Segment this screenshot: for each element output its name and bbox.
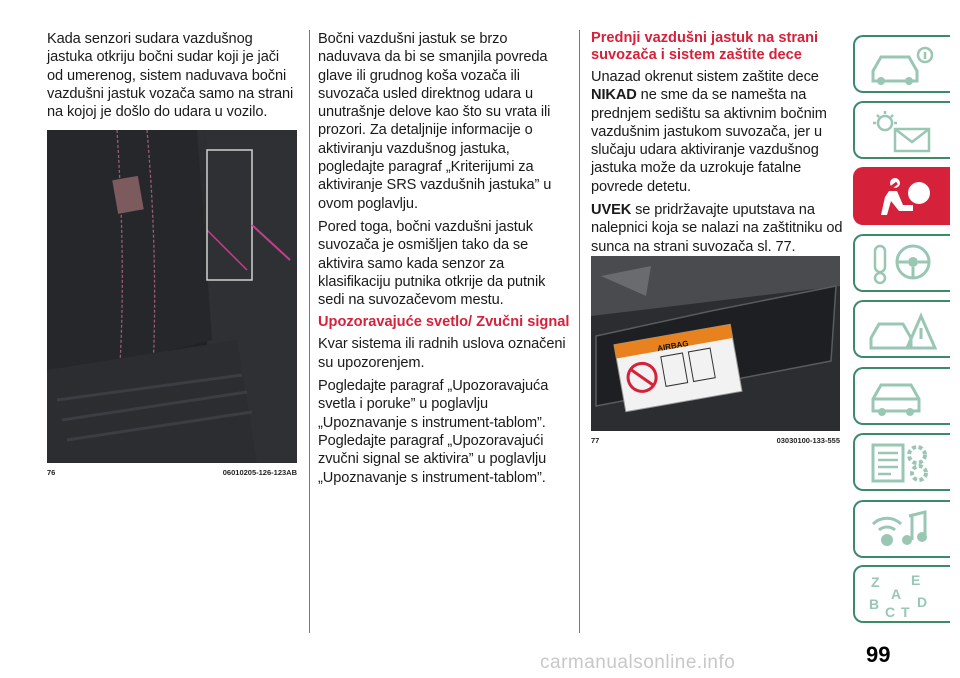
sidebar-tab-starting[interactable] [853, 234, 950, 292]
key-steering-icon [867, 242, 937, 286]
seat-figure [47, 130, 297, 463]
column-divider [579, 30, 580, 633]
figure-caption [47, 468, 297, 478]
column-2 [318, 30, 573, 492]
paragraph: Kvar sistema ili radnih uslova označeni su upozorenjem. [318, 336, 566, 371]
sidebar-tab-car-info[interactable] [853, 35, 950, 93]
dashboard-lights-icon [867, 109, 937, 153]
paragraph-text: se pridržavajte uputstava na nalepnici koja se nalazi na zaštitniku od sunca na strani suvozača sl. 77. [591, 202, 843, 255]
figure-number: 77 [591, 436, 600, 445]
sidebar-tab-multimedia[interactable] [853, 500, 950, 558]
svg-text:B: B [869, 596, 880, 612]
keyword-always: UVEK [591, 202, 632, 219]
svg-text:C: C [885, 604, 896, 617]
sidebar-tab-dashboard[interactable] [853, 101, 950, 159]
sunvisor-figure [591, 256, 840, 431]
sidebar-tab-index[interactable] [853, 565, 950, 623]
paragraph: Bočni vazdušni jastuk se brzo naduvava da bi se smanjila povreda glave ili grudnog koša vozača ili suvozača usled direktnog udara u unutrašnje delove kao što su vrata ili prozori. Za detaljnije informacije o aktiviranju vazdušnog jastuka, pogledajte paragraf „Kriterijumi za aktiviranje SRS vazdušnih jastuka” u ovom poglavlju. [318, 31, 552, 212]
sidebar-tab-emergency[interactable] [853, 300, 950, 358]
watermark: carmanualsonline.info [540, 652, 736, 673]
section-heading: Prednji vazdušni jastuk na strani suvozača i sistem zaštite dece [591, 30, 819, 63]
paragraph: Kada senzori sudara vazdušnog jastuka otkriju bočni sudar koji je jači od umerenog, sistem naduvava bočni vazdušni jastuk vozača samo na strani na kojoj je došlo do udara u vozilo. [47, 31, 294, 121]
sidebar-tab-specifications[interactable] [853, 433, 950, 491]
svg-text:Z: Z [871, 574, 880, 590]
figure-code: 06010205-126-123AB [222, 468, 297, 477]
car-maintenance-icon [867, 375, 937, 419]
section-heading: Upozoravajuće svetlo/ Zvučni signal [318, 314, 570, 331]
paragraph: Pogledajte paragraf „Upozoravajuća svetla i poruke” u poglavlju „Upoznavanje s instrument-tablom”. Pogledajte paragraf „Upozoravajući zvučni signal se aktivira” u poglavlju „Upoznavanje s instrument-tablom”. [318, 378, 549, 486]
airbag-label-text: AIRBAG [656, 338, 690, 354]
specifications-icon [867, 441, 937, 485]
svg-text:E: E [911, 573, 921, 588]
figure-code: 03030100-133-555 [776, 436, 840, 445]
paragraph [591, 86, 843, 196]
paragraph: Pored toga, bočni vazdušni jastuk suvozača je osmišljen tako da se aktivira samo kada senzor za klasifikaciju putnika otkrije da putnik sedi na suvozačevom mestu. [318, 218, 546, 309]
figure-number: 76 [47, 468, 56, 477]
car-info-icon [867, 43, 937, 87]
paragraph-text: ne sme da se namešta na prednjem sedištu sa aktivnim bočnim vazdušnim jastukom suvozača, jer u slučaju udara aktiviranje vazdušnog jastuka može da uzrokuje fatalne povrede detetu. [591, 87, 827, 195]
airbag-safety-icon [867, 175, 937, 219]
page-number: 99 [866, 642, 891, 667]
svg-text:D: D [917, 594, 928, 610]
keyword-never: NIKAD [591, 87, 637, 104]
sidebar-tab-maintenance[interactable] [853, 367, 950, 425]
column-3 [591, 30, 843, 261]
index-icon [867, 573, 937, 617]
svg-text:T: T [901, 604, 910, 617]
column-1 [47, 30, 297, 126]
multimedia-icon [867, 508, 937, 552]
sidebar-tab-safety[interactable] [853, 167, 950, 225]
figure-caption [591, 436, 840, 446]
svg-text:A: A [891, 586, 902, 602]
column-divider [309, 30, 310, 633]
paragraph [591, 201, 843, 256]
emergency-icon [867, 308, 937, 352]
paragraph: Unazad okrenut sistem zaštite dece [591, 69, 819, 85]
